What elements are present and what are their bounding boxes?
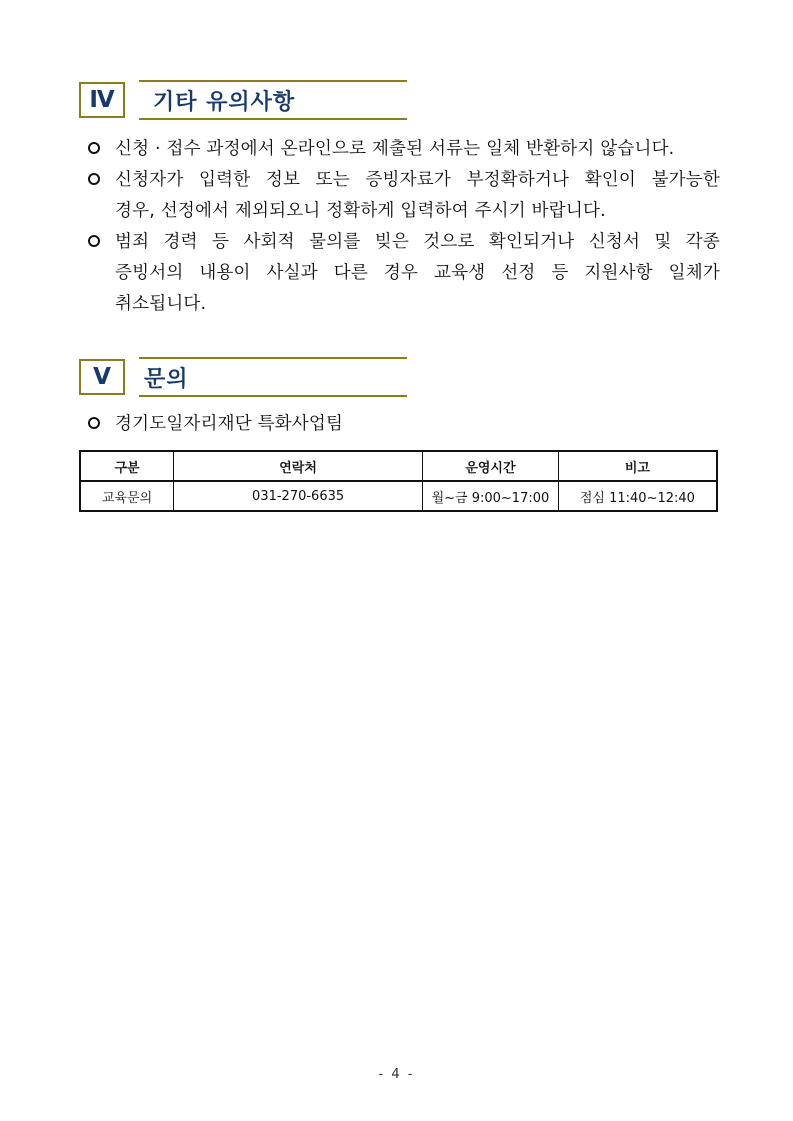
notice-item-2 bbox=[88, 165, 720, 227]
contact-team: 경기도일자리재단 특화사업팀 bbox=[115, 414, 344, 434]
circle-bullet-icon bbox=[88, 142, 100, 154]
notice-line: 증빙서의 내용이 사실과 다른 경우 교육생 선정 등 지원사항 일체가 bbox=[115, 263, 720, 283]
table-header-row bbox=[80, 451, 717, 481]
circle-bullet-icon bbox=[88, 173, 100, 185]
notice-line: 취소됩니다. bbox=[115, 294, 207, 314]
contact-item bbox=[88, 409, 720, 440]
column-header: 구분 bbox=[80, 451, 174, 481]
circle-bullet-icon bbox=[88, 235, 100, 247]
column-header: 연락처 bbox=[174, 451, 423, 481]
table-cell: 월~금 9:00~17:00 bbox=[423, 481, 559, 511]
page-number: - 4 - bbox=[378, 1067, 415, 1082]
notice-line: 범죄 경력 등 사회적 물의를 빚은 것으로 확인되거나 신청서 및 각종 bbox=[115, 232, 720, 252]
column-header: 비고 bbox=[558, 451, 717, 481]
section-v-title: 문의 bbox=[139, 357, 407, 397]
notice-item-3 bbox=[88, 227, 720, 320]
section-v-number: Ⅴ bbox=[79, 359, 125, 395]
circle-bullet-icon bbox=[88, 417, 100, 429]
table-cell: 교육문의 bbox=[80, 481, 174, 511]
table-cell: 031-270-6635 bbox=[174, 481, 423, 511]
contact-table bbox=[79, 450, 718, 512]
notice-line: 신청 · 접수 과정에서 온라인으로 제출된 서류는 일체 반환하지 않습니다. bbox=[115, 139, 675, 159]
notice-line: 경우, 선정에서 제외되오니 정확하게 입력하여 주시기 바랍니다. bbox=[115, 201, 606, 221]
table-cell: 점심 11:40~12:40 bbox=[558, 481, 717, 511]
column-header: 운영시간 bbox=[423, 451, 559, 481]
section-iv-title: 기타 유의사항 bbox=[139, 80, 407, 120]
section-iv-number: Ⅳ bbox=[79, 82, 125, 118]
table-row bbox=[80, 481, 717, 511]
notice-line: 신청자가 입력한 정보 또는 증빙자료가 부정확하거나 확인이 불가능한 bbox=[115, 170, 720, 190]
notice-item-1 bbox=[88, 134, 720, 165]
